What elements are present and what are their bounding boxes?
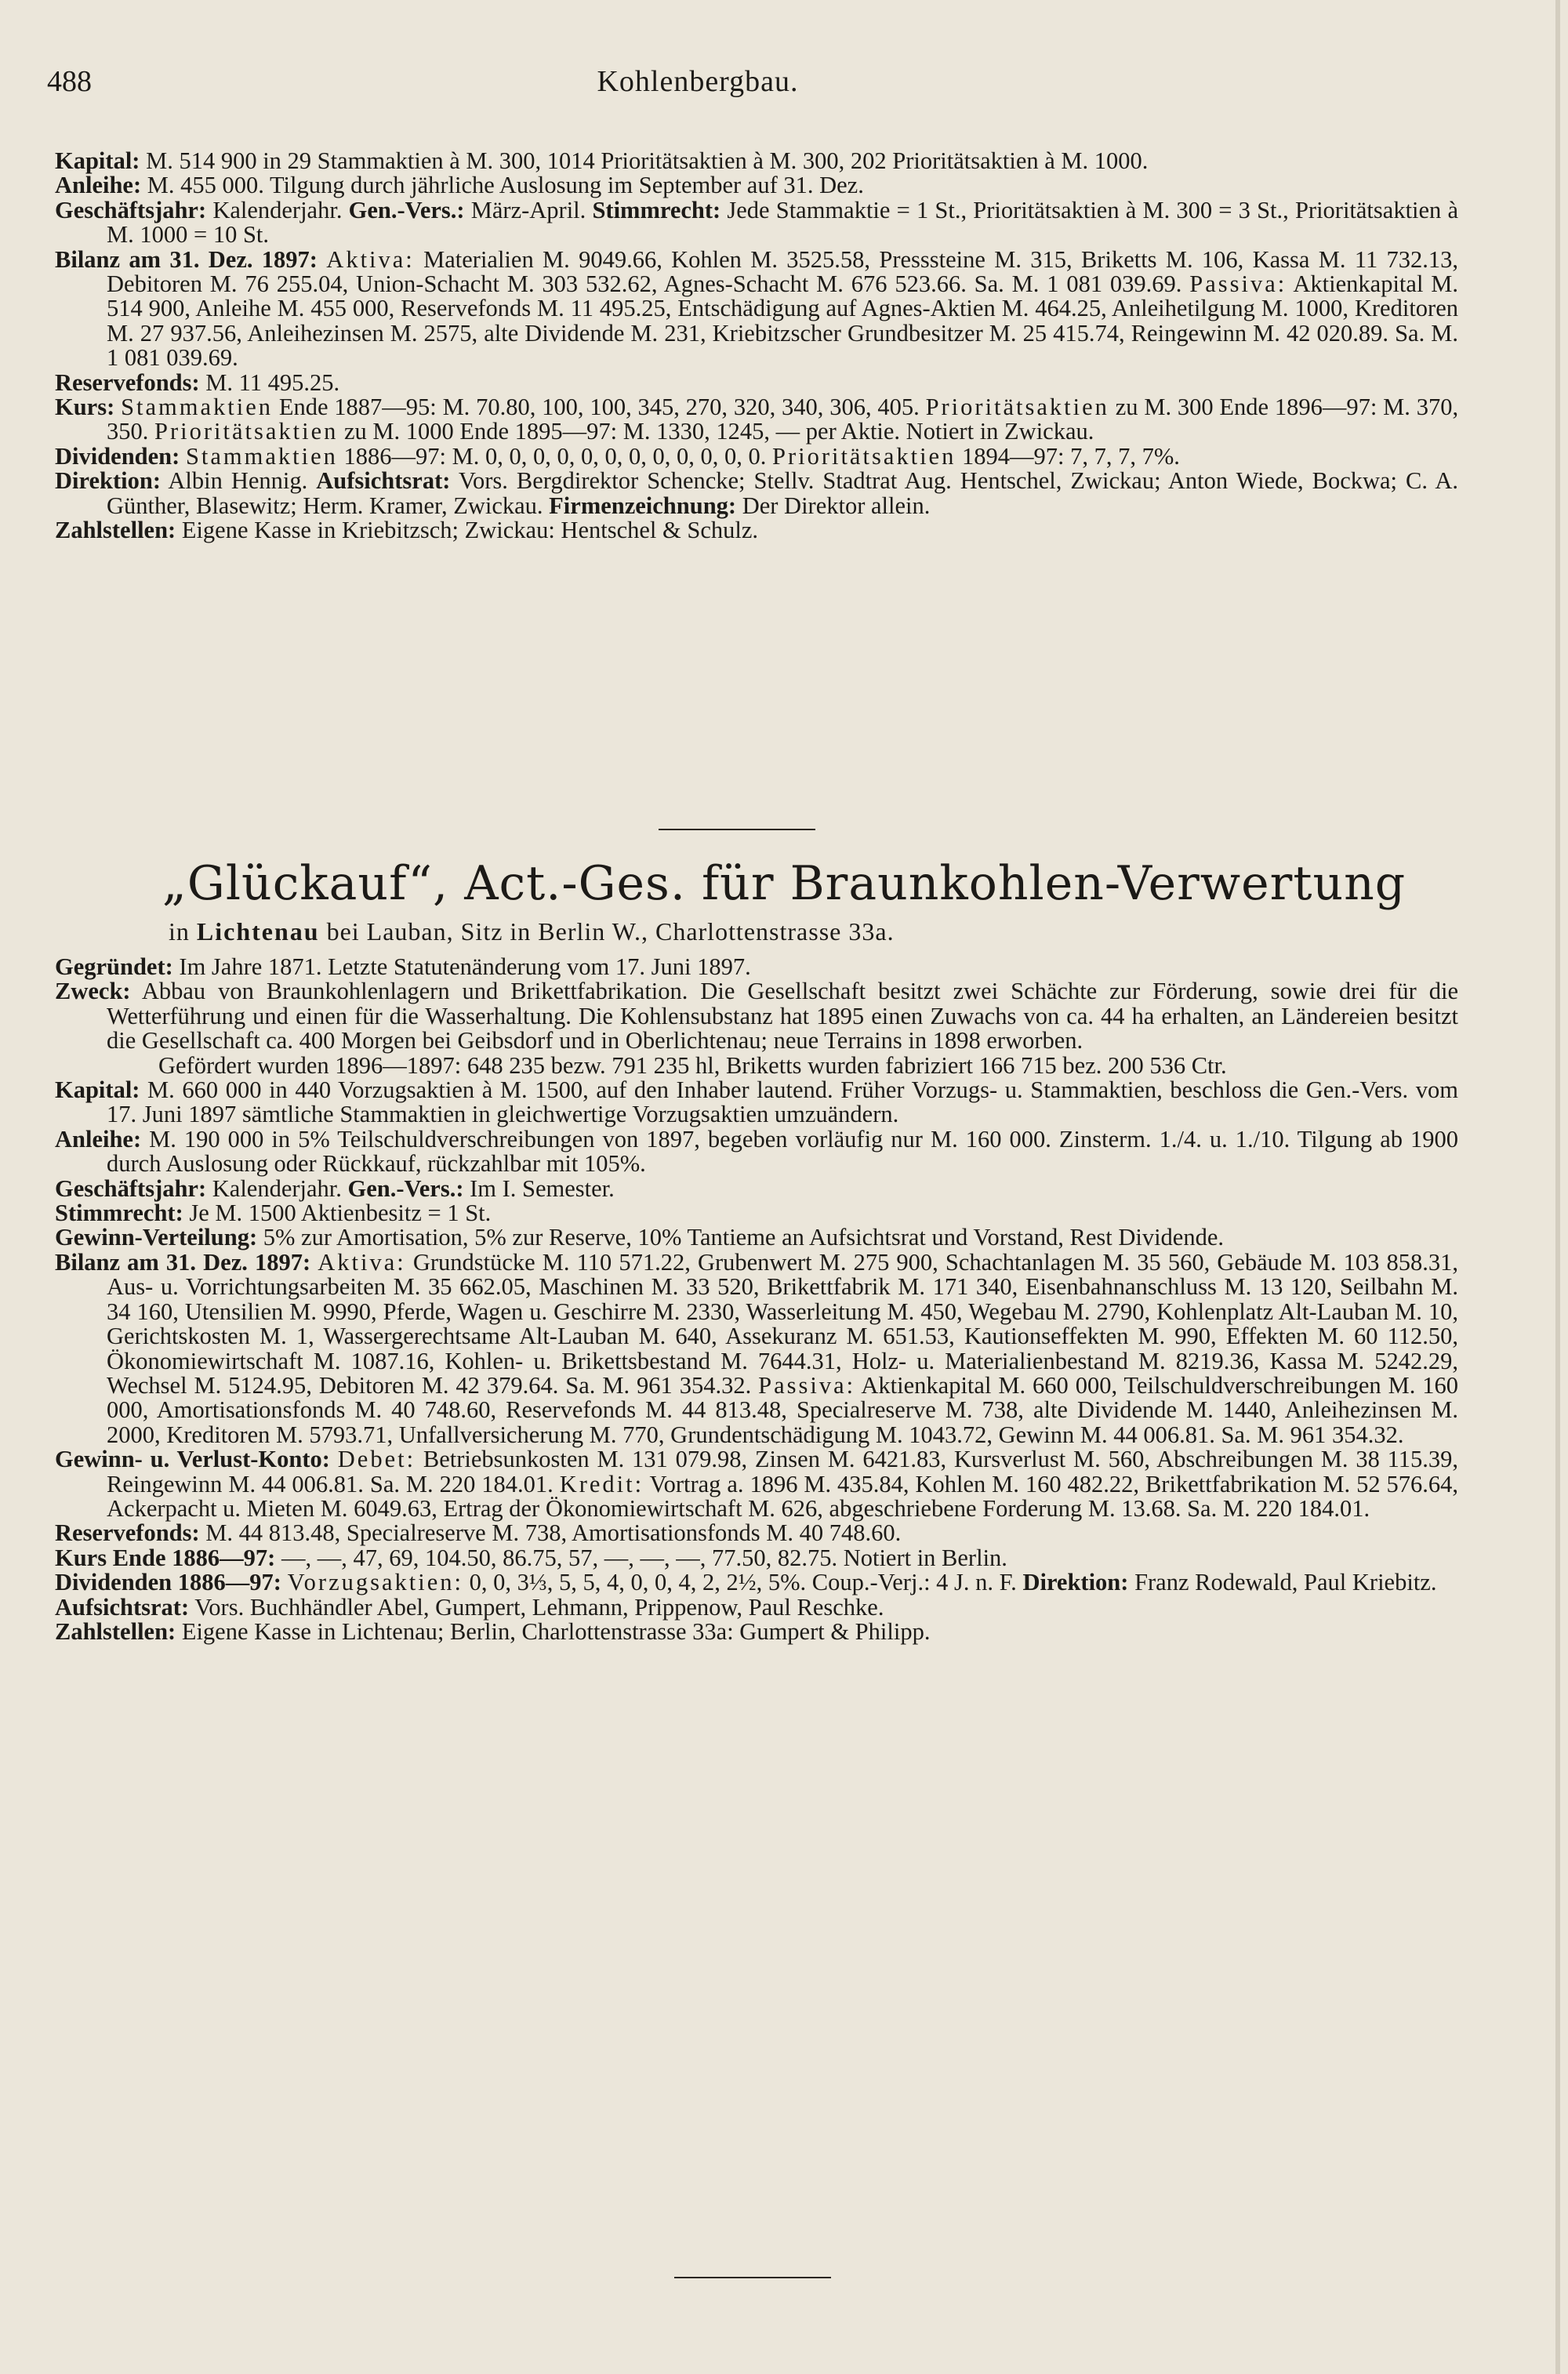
company2-subtitle: in Lichtenau bei Lauban, Sitz in Berlin W., Charlottenstrasse 33a. (169, 917, 895, 946)
anleihe-entry: Anleihe: M. 455 000. Tilgung durch jährliche Auslosung im September auf 31. Dez. (55, 172, 864, 199)
direktion-entry: Direktion: Albin Hennig. Aufsichtsrat: Vors. Bergdirektor Schencke; Stellv. Stadtrat Aug. Hentschel, Zwickau; Anton Wiede, Bockwa; C. A. Günther, Blasewitz; Herm. Kramer, Zwickau. Firmenzeichnung: Der Direktor allein. (55, 467, 1458, 519)
zahlstellen-entry: Zahlstellen: Eigene Kasse in Kriebitzsch; Zwickau: Hentschel & Schulz. (55, 517, 759, 544)
gegruendet-entry: Gegründet: Im Jahre 1871. Letzte Statutenänderung vom 17. Juni 1897. (55, 953, 751, 980)
stimmrecht-entry: Stimmrecht: Je M. 1500 Aktienbesitz = 1 St. (55, 1200, 492, 1227)
running-title: Kohlenbergbau. (597, 65, 799, 98)
geschaeftsjahr-entry: Geschäftsjahr: Kalenderjahr. Gen.-Vers.: März-April. Stimmrecht: Jede Stammaktie = 1 St., Prioritätsaktien à M. 300 = 3 St., Prioritätsaktien à M. 1000 = 10 St. (55, 196, 1459, 249)
geschaeftsjahr-entry: Geschäftsjahr: Kalenderjahr. Gen.-Vers.: Im I. Semester. (55, 1174, 615, 1202)
reservefonds-entry: Reservefonds: M. 11 495.25. (55, 368, 340, 396)
page-edge (1555, 0, 1560, 2374)
bilanz-entry: Bilanz am 31. Dez. 1897: Aktiva: Materialien M. 9049.66, Kohlen M. 3525.58, Presssteine M. 315, Briketts M. 106, Kassa M. 11 732.13, Debitoren M. 76 255.04, Union-Schacht M. 303 532.62, Agnes-Schacht M. 676 523.66. Sa. M. 1 081 039.69. Passiva: Aktienkapital M. 514 900, Anleihe M. 455 000, Reservefonds M. 11 495.25, Entschädigung auf Agnes-Aktien M. 464.25, Anleihetilgung M. 1000, Kreditoren M. 27 937.56, Anleihezinsen M. 2575, alte Dividende M. 231, Kriebitzscher Grundbesitzer M. 25 415.74, Reingewinn M. 42 020.89. Sa. M. 1 081 039.69. (55, 245, 1459, 372)
guv-entry: Gewinn- u. Verlust-Konto: Debet: Betriebsunkosten M. 131 079.98, Zinsen M. 6421.83, Kursverlust M. 560, Abschreibungen M. 38 115.39, Reingewinn M. 44 006.81. Sa. M. 220 184.01. Kredit: Vortrag a. 1896 M. 435.84, Kohlen M. 160 482.22, Brikettfabrikation M. 52 576.64, Ackerpacht u. Mieten M. 6049.63, Ertrag der Ökonomiewirtschaft M. 626, abgeschriebene Forderung M. 13.68. Sa. M. 220 184.01. (55, 1446, 1459, 1522)
kurs-entry: Kurs Ende 1886—97: —, —, 47, 69, 104.50, 86.75, 57, —, —, —, 77.50, 82.75. Notiert in Berlin. (55, 1544, 1007, 1571)
kurs-entry: Kurs: Stammaktien Ende 1887—95: M. 70.80, 100, 100, 345, 270, 320, 340, 306, 405. Prioritätsaktien zu M. 300 Ende 1896—97: M. 370, 350. Prioritätsaktien zu M. 1000 Ende 1895—97: M. 1330, 1245, — per Aktie. Notiert in Zwickau. (55, 394, 1459, 445)
end-divider (674, 2277, 831, 2278)
page-number: 488 (47, 65, 92, 98)
kapital-entry: Kapital: M. 660 000 in 440 Vorzugsaktien à M. 1500, auf den Inhaber lautend. Früher Vorzugs- u. Stammaktien, beschloss die Gen.-Vers. vom 17. Juni 1897 sämtliche Stammaktien in gleichwertige Vorzugsaktien umzuändern. (55, 1076, 1458, 1128)
company2-title: „Glückauf“, Act.-Ges. für Braunkohlen-Verwertung (162, 856, 1406, 911)
section-divider (659, 829, 815, 830)
kapital-entry: Kapital: M. 514 900 in 29 Stammaktien à M. 300, 1014 Prioritätsaktien à M. 300, 202 Prioritätsaktien à M. 1000. (55, 147, 1149, 174)
company2-section (55, 955, 1458, 1644)
dividenden-entry: Dividenden: Stammaktien 1886—97: M. 0, 0, 0, 0, 0, 0, 0, 0, 0, 0, 0, 0. Prioritätsaktien 1894—97: 7, 7, 7, 7%. (55, 442, 1180, 470)
dividenden-entry: Dividenden 1886—97: Vorzugsaktien: 0, 0, 3⅓, 5, 5, 4, 0, 0, 4, 2, 2½, 5%. Coup.-Verj.: 4 J. n. F. Direktion: Franz Rodewald, Paul Kriebitz. (55, 1569, 1437, 1596)
gewinnverteilung-entry: Gewinn-Verteilung: 5% zur Amortisation, 5% zur Reserve, 10% Tantieme an Aufsichtsrat und Vorstand, Rest Dividende. (55, 1224, 1225, 1251)
zahlstellen-entry: Zahlstellen: Eigene Kasse in Lichtenau; Berlin, Charlottenstrasse 33a: Gumpert & Philipp. (55, 1617, 931, 1645)
company1-section (55, 149, 1458, 543)
aufsichtsrat-entry: Aufsichtsrat: Vors. Buchhändler Abel, Gumpert, Lehmann, Prippenow, Paul Reschke. (55, 1593, 884, 1621)
zweck-entry: Zweck: Abbau von Braunkohlenlagern und Brikettfabrikation. Die Gesellschaft besitzt zwei Schächte zur Förderung, sowie drei für die Wetterführung und einen für die Wasserhaltung. Die Kohlensubstanz hat 1895 einen Zuwachs von ca. 44 ha erhalten, an Ländereien besitzt die Gesellschaft ca. 400 Morgen bei Geibsdorf und in Oberlichtenau; neue Terrains in 1898 erworben. (55, 978, 1458, 1055)
anleihe-entry: Anleihe: M. 190 000 in 5% Teilschuldverschreibungen von 1897, begeben vorläufig nur M. 160 000. Zinsterm. 1./4. u. 1./10. Tilgung ab 1900 durch Auslosung oder Rückkauf, rückzahlbar mit 105%. (55, 1125, 1458, 1178)
bilanz-entry: Bilanz am 31. Dez. 1897: Aktiva: Grundstücke M. 110 571.22, Grubenwert M. 275 900, Schachtanlagen M. 35 560, Gebäude M. 103 858.31, Aus- u. Vorrichtungsarbeiten M. 35 662.05, Maschinen M. 33 520, Brikettfabrik M. 171 340, Eisenbahnanschluss M. 13 120, Seilbahn M. 34 160, Utensilien M. 9990, Pferde, Wagen u. Geschirre M. 2330, Wasserleitung M. 450, Wegebau M. 2790, Kohlenplatz Alt-Lauban M. 10, Gerichtskosten M. 1, Wassergerechtsame Alt-Lauban M. 640, Assekuranz M. 651.53, Kautionseffekten M. 990, Effekten M. 60 112.50, Ökonomiewirtschaft M. 1087.16, Kohlen- u. Brikettsbestand M. 7644.31, Holz- u. Materialienbestand M. 8219.36, Kassa M. 5242.29, Wechsel M. 5124.95, Debitoren M. 42 379.64. Sa. M. 961 354.32. Passiva: Aktienkapital M. 660 000, Teilschuldverschreibungen M. 160 000, Amortisationsfonds M. 40 748.60, Reservefonds M. 44 813.48, Specialreserve M. 738, alte Dividende M. 1440, Anleihezinsen M. 2000, Kreditoren M. 5793.71, Unfallversicherung M. 770, Grundentschädigung M. 1043.72, Gewinn M. 44 006.81. Sa. M. 961 354.32. (55, 1248, 1459, 1448)
gefoerdert-entry: Gefördert wurden 1896—1897: 648 235 bezw. 791 235 hl, Briketts wurden fabriziert 166 715 bez. 200 536 Ctr. (158, 1051, 1227, 1079)
reservefonds-entry: Reservefonds: M. 44 813.48, Specialreserve M. 738, Amortisationsfonds M. 40 748.60. (55, 1519, 902, 1547)
